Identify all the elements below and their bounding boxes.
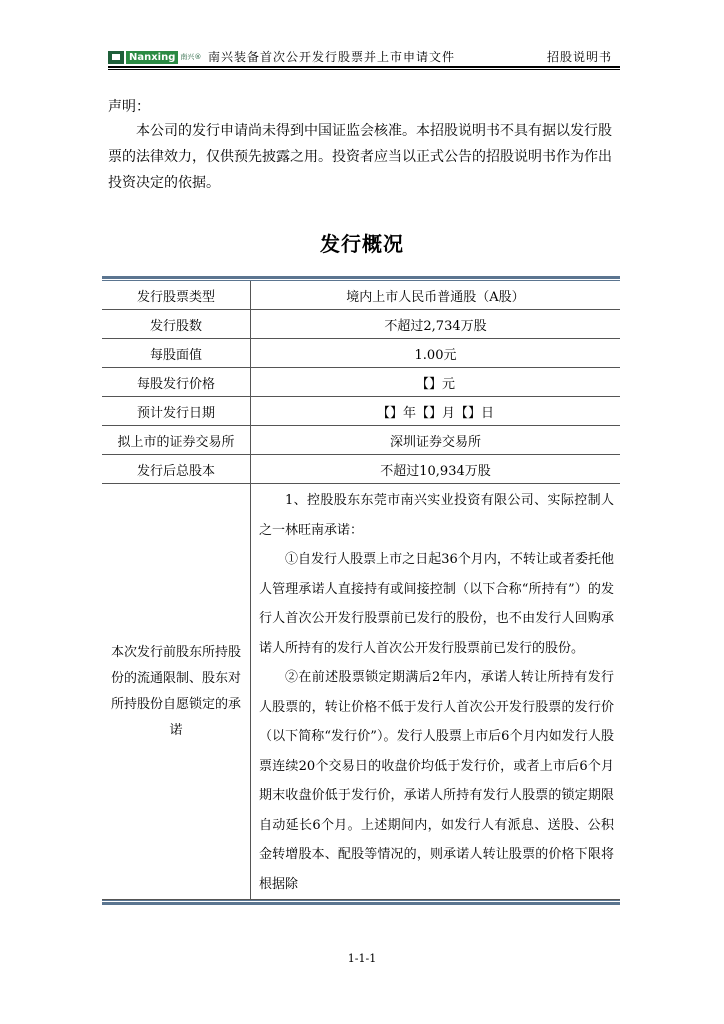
section-title: 发行概况 xyxy=(320,232,404,256)
table-row xyxy=(102,455,620,484)
statement-body: 本公司的发行申请尚未得到中国证监会核准。本招股说明书不具有据以发行股票的法律效力，仅供预先披露之用。投资者应当以正式公告的招股说明书作为作出投资决定的依据。 xyxy=(108,123,612,191)
table-row xyxy=(102,368,620,397)
row-value: 不超过10,934万股 xyxy=(251,455,621,484)
row-label: 拟上市的证券交易所 xyxy=(102,426,251,455)
header-rule-thin xyxy=(108,69,620,70)
lockup-paragraph: ②在前述股票锁定期满后2年内，承诺人转让所持有发行人股票的，转让价格不低于发行人首次公开发行股票的发行价（以下简称“发行价”）。发行人股票上市后6个月内如发行人股票连续20个交易日的收盘价均低于发行价，或者上市后6个月期末收盘价低于发行价，承诺人所持有发行人股票的锁定期限自动延长6个月。上述期间内，如发行人有派息、送股、公积金转增股本、配股等情况的，则承诺人转让股票的价格下限将根据除 xyxy=(259,670,614,892)
row-label: 每股发行价格 xyxy=(102,368,251,397)
row-label: 每股面值 xyxy=(102,339,251,368)
row-value: 境内上市人民币普通股（A股） xyxy=(251,281,621,310)
table-row xyxy=(102,281,620,310)
row-value: 【】元 xyxy=(251,368,621,397)
table-row xyxy=(102,310,620,339)
row-label: 发行股数 xyxy=(102,310,251,339)
row-value: 1.00元 xyxy=(251,339,621,368)
table-bottom-rule-thin xyxy=(102,900,620,901)
row-label: 发行后总股本 xyxy=(102,455,251,484)
company-logo xyxy=(108,49,204,65)
table-row xyxy=(102,397,620,426)
row-label: 发行股票类型 xyxy=(102,281,251,310)
page-header xyxy=(108,44,620,70)
lockup-paragraph: 1、控股股东东莞市南兴实业投资有限公司、实际控制人之一林旺南承诺： xyxy=(259,493,614,538)
statement-label: 声明： xyxy=(108,99,150,115)
header-rule xyxy=(108,66,620,68)
table-row-lockup xyxy=(102,484,620,900)
row-value: 不超过2,734万股 xyxy=(251,310,621,339)
offering-overview-table xyxy=(102,276,620,905)
table-top-rule xyxy=(102,276,620,279)
lockup-text xyxy=(251,484,621,900)
row-value: 深圳证券交易所 xyxy=(251,426,621,455)
logo-emblem-icon xyxy=(108,51,124,64)
logo-cn-text: 南兴® xyxy=(180,53,202,61)
page-number: 1-1-1 xyxy=(347,952,377,965)
table-row xyxy=(102,426,620,455)
logo-text: Nanxing xyxy=(126,51,178,64)
row-label: 预计发行日期 xyxy=(102,397,251,426)
lockup-label: 本次发行前股东所持股份的流通限制、股东对所持股份自愿锁定的承诺 xyxy=(102,484,251,900)
lockup-paragraph: ①自发行人股票上市之日起36个月内，不转让或者委托他人管理承诺人直接持有或间接控制（以下合称“所持有”）的发行人首次公开发行股票前已发行的股份，也不由发行人回购承诺人所持有的发行人首次公开发行股票前已发行的股份。 xyxy=(259,552,614,656)
table-bottom-rule xyxy=(102,902,620,905)
table-row xyxy=(102,339,620,368)
header-title: 南兴装备首次公开发行股票并上市申请文件 xyxy=(208,50,456,64)
row-value: 【】年【】月【】日 xyxy=(251,397,621,426)
header-doc-type: 招股说明书 xyxy=(546,50,612,64)
